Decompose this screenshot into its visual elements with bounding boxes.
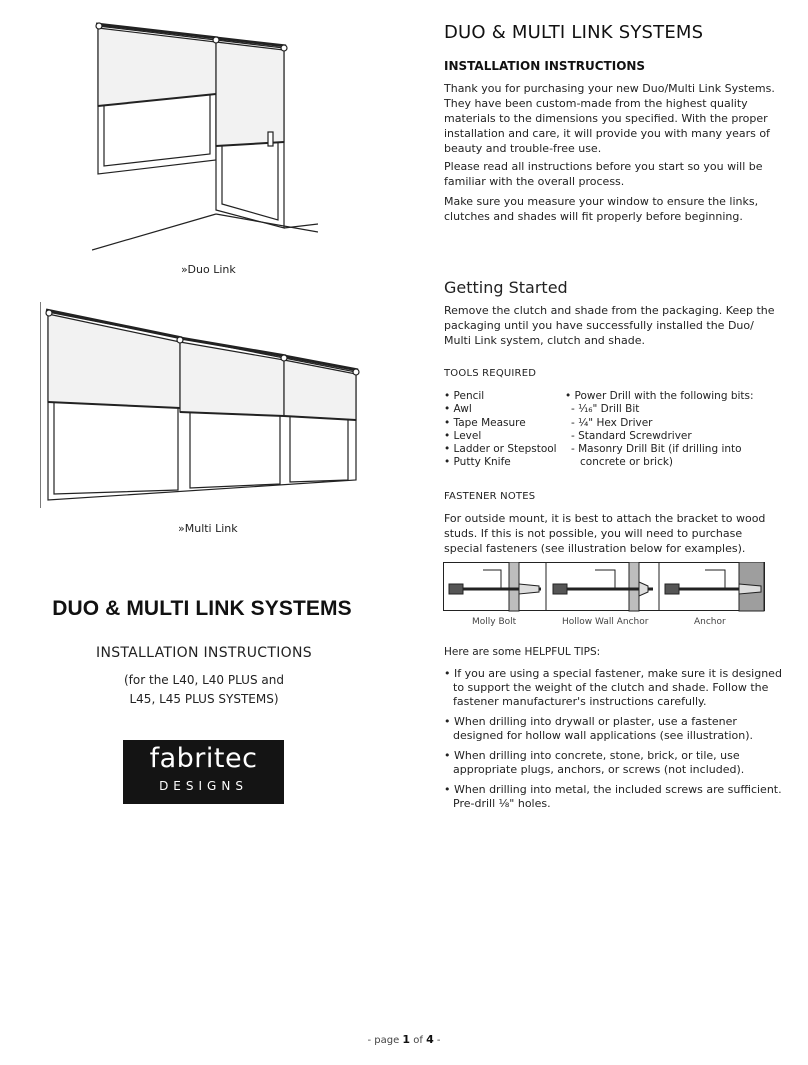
tools-list-right <box>565 390 754 470</box>
intro-paragraph-1: Thank you for purchasing your new Duo/Multi Link Systems. They have been custom-made from the highest quality materials to the dimensions you specified. With the proper installation and care, it will provide you with many years of beauty and trouble-free use. <box>444 82 775 155</box>
tools-heading: TOOLS REQUIRED <box>444 368 537 379</box>
fastener-illustration <box>443 562 765 612</box>
page-title: DUO & MULTI LINK SYSTEMS <box>444 22 704 43</box>
duo-link-illustration <box>92 14 318 264</box>
footer-prefix: - page <box>367 1035 403 1046</box>
logo-tagline: DESIGNS <box>159 779 248 793</box>
intro-paragraph-2: Please read all instructions before you start so you will be familiar with the overall process. <box>444 160 763 188</box>
cover-title: DUO & MULTI LINK SYSTEMS <box>52 597 352 620</box>
tool-item: • Putty Knife <box>444 456 511 469</box>
page-footer <box>0 1033 808 1046</box>
footer-suffix: - <box>433 1035 441 1046</box>
cover-models <box>0 671 408 709</box>
multi-link-caption: »Multi Link <box>178 522 238 535</box>
drill-bit-item: - ¹⁄₁₆" Drill Bit <box>571 403 640 416</box>
tip-item: • If you are using a special fastener, make sure it is designed to support the weight of the clutch and shade. Follow the fastener manufacturer's instructions carefully. <box>444 667 782 708</box>
footer-of: of <box>410 1035 427 1046</box>
fastener-text: For outside mount, it is best to attach the bracket to wood studs. If this is not possible, you will need to purchase special fasteners (see illustration below for examples). <box>444 512 766 555</box>
drill-bit-item-continued: concrete or brick) <box>580 456 674 469</box>
drill-bit-item: - Masonry Drill Bit (if drilling into <box>571 443 742 456</box>
intro-paragraph-3: Make sure you measure your window to ensure the links, clutches and shades will fit properly before beginning. <box>444 195 759 223</box>
drill-bit-item: - Standard Screwdriver <box>571 429 692 442</box>
total-page-number: 4 <box>426 1033 434 1046</box>
hollow-wall-anchor-label: Hollow Wall Anchor <box>562 617 649 627</box>
tool-item: • Pencil <box>444 390 485 402</box>
multi-link-illustration <box>40 298 362 512</box>
tip-item: • When drilling into drywall or plaster, use a fastener designed for hollow wall applications (see illustration). <box>444 715 754 742</box>
fabritec-logo <box>123 740 284 804</box>
tips-heading: Here are some HELPFUL TIPS: <box>444 646 601 658</box>
getting-started-text: Remove the clutch and shade from the packaging. Keep the packaging until you have successfully installed the Duo/ Multi Link system, clutch and shade. <box>444 304 775 347</box>
tool-item: • Awl <box>444 403 472 416</box>
logo-wordmark: fabritec <box>149 743 258 774</box>
installation-heading: INSTALLATION INSTRUCTIONS <box>444 59 646 73</box>
tool-item: • Power Drill with the following bits: <box>565 390 754 402</box>
fastener-heading: FASTENER NOTES <box>444 491 536 502</box>
tips-list <box>444 667 784 817</box>
tool-item: • Tape Measure <box>444 416 526 429</box>
anchor-label: Anchor <box>694 617 726 627</box>
molly-bolt-label: Molly Bolt <box>472 617 517 627</box>
tip-item: • When drilling into concrete, stone, brick, or tile, use appropriate plugs, anchors, or screws (not included). <box>444 749 745 776</box>
current-page-number: 1 <box>402 1033 411 1046</box>
cover-models-line2: L45, L45 PLUS SYSTEMS) <box>129 692 279 706</box>
tools-list-left <box>444 390 557 470</box>
cover-models-line1: (for the L40, L40 PLUS and <box>124 673 284 687</box>
tool-item: • Level <box>444 429 482 442</box>
cover-subtitle: INSTALLATION INSTRUCTIONS <box>96 645 312 661</box>
duo-link-caption: »Duo Link <box>181 263 236 276</box>
tool-item: • Ladder or Stepstool <box>444 443 557 456</box>
getting-started-heading: Getting Started <box>444 278 568 297</box>
drill-bit-item: - ¼" Hex Driver <box>571 416 653 429</box>
tip-item: • When drilling into metal, the included screws are sufficient. Pre-drill ⅛" holes. <box>444 783 782 810</box>
